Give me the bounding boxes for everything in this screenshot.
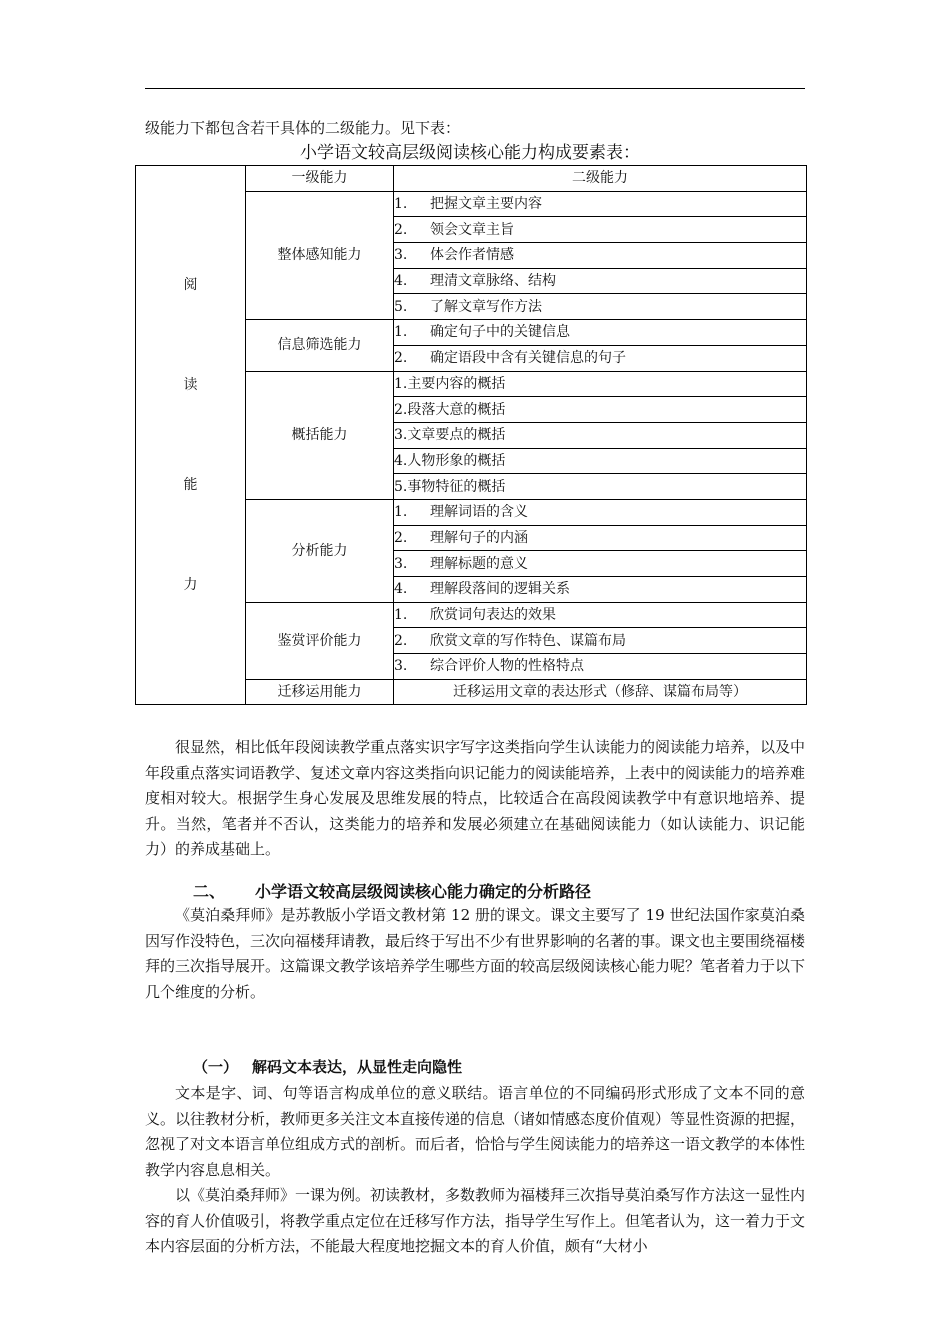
header-level2: 二级能力 — [394, 166, 807, 192]
level2-cell: 1. 欣赏词句表达的效果 — [394, 602, 807, 628]
subsection-heading: （一） 解码文本表达，从显性走向隐性 — [193, 1058, 463, 1076]
side-label-char: 读 — [183, 377, 198, 394]
body-paragraph: 《莫泊桑拜师》是苏教版小学语文教材第 12 册的课文。课文主要写了 19 世纪法国作家莫泊桑因写作没特色，三次向福楼拜请教，最后终于写出不少有世界影响的名著的事。课文也主要围绕福楼拜的三次指导展开。这篇课文教学该培养学生哪些方面的较高层级阅读核心能力呢？笔者着力于以下几个维度的分析。 — [145, 906, 806, 1001]
level2-cell: 4. 理清文章脉络、结构 — [394, 268, 807, 294]
level2-cell: 4. 理解段落间的逻辑关系 — [394, 577, 807, 603]
side-label-char: 力 — [183, 577, 198, 594]
table-title: 小学语文较高层级阅读核心能力构成要素表： — [300, 143, 640, 163]
level2-cell: 2.段落大意的概括 — [394, 397, 807, 423]
side-label-cell — [136, 166, 246, 705]
level2-cell: 1. 把握文章主要内容 — [394, 191, 807, 217]
level1-cell: 信息筛选能力 — [246, 320, 394, 371]
level2-cell: 3. 体会作者情感 — [394, 243, 807, 269]
level1-cell: 整体感知能力 — [246, 191, 394, 319]
body-paragraph: 以《莫泊桑拜师》一课为例。初读教材，多数教师为福楼拜三次指导莫泊桑写作方法这一显性内容的育人价值吸引，将教学重点定位在迁移写作方法，指导学生写作上。但笔者认为，这一着力于文本内容层面的分析方法，不能最大程度地挖掘文本的育人价值，颇有“大材小 — [145, 1186, 806, 1256]
side-label-char: 能 — [183, 477, 198, 494]
side-label-char: 阅 — [183, 277, 198, 294]
section-heading: 二、 小学语文较高层级阅读核心能力确定的分析路径 — [193, 882, 592, 901]
header-rule — [145, 88, 805, 89]
body-paragraph: 文本是字、词、句等语言构成单位的意义联结。语言单位的不同编码形式形成了文本不同的意义。以往教材分析，教师更多关注文本直接传递的信息（诸如情感态度价值观）等显性资源的把握，忽视了对文本语言单位组成方式的剖析。而后者，恰恰与学生阅读能力的培养这一语文教学的本体性教学内容息息相关。 — [145, 1084, 806, 1179]
level1-cell: 鉴赏评价能力 — [246, 602, 394, 679]
level2-cell: 2. 领会文章主旨 — [394, 217, 807, 243]
level2-cell: 4.人物形象的概括 — [394, 448, 807, 474]
level1-cell: 迁移运用能力 — [246, 679, 394, 705]
level2-cell: 3. 理解标题的意义 — [394, 551, 807, 577]
level2-cell: 2. 确定语段中含有关键信息的句子 — [394, 345, 807, 371]
level2-cell: 2. 理解句子的内涵 — [394, 525, 807, 551]
level1-cell: 分析能力 — [246, 499, 394, 602]
header-level1: 一级能力 — [246, 166, 394, 192]
ability-table — [135, 165, 807, 705]
level2-cell: 5. 了解文章写作方法 — [394, 294, 807, 320]
intro-text: 级能力下都包含若干具体的二级能力。见下表： — [145, 119, 461, 137]
table-header-row — [136, 166, 807, 192]
level2-cell: 1. 理解词语的含义 — [394, 499, 807, 525]
level2-cell: 1. 确定句子中的关键信息 — [394, 320, 807, 346]
body-paragraph: 很显然，相比低年段阅读教学重点落实识字写字这类指向学生认读能力的阅读能力培养，以及中年段重点落实词语教学、复述文章内容这类指向识记能力的阅读能培养，上表中的阅读能力的培养难度相对较大。根据学生身心发展及思维发展的特点，比较适合在高段阅读教学中有意识地培养、提升。当然，笔者并不否认，这类能力的培养和发展必须建立在基础阅读能力（如认读能力、识记能力）的养成基础上。 — [145, 738, 806, 859]
level2-cell: 3.文章要点的概括 — [394, 422, 807, 448]
level2-cell: 5.事物特征的概括 — [394, 474, 807, 500]
level1-cell: 概括能力 — [246, 371, 394, 499]
level2-cell: 3. 综合评价人物的性格特点 — [394, 654, 807, 680]
level2-cell: 2. 欣赏文章的写作特色、谋篇布局 — [394, 628, 807, 654]
level2-cell: 1.主要内容的概括 — [394, 371, 807, 397]
level2-cell: 迁移运用文章的表达形式（修辞、谋篇布局等） — [394, 679, 807, 705]
